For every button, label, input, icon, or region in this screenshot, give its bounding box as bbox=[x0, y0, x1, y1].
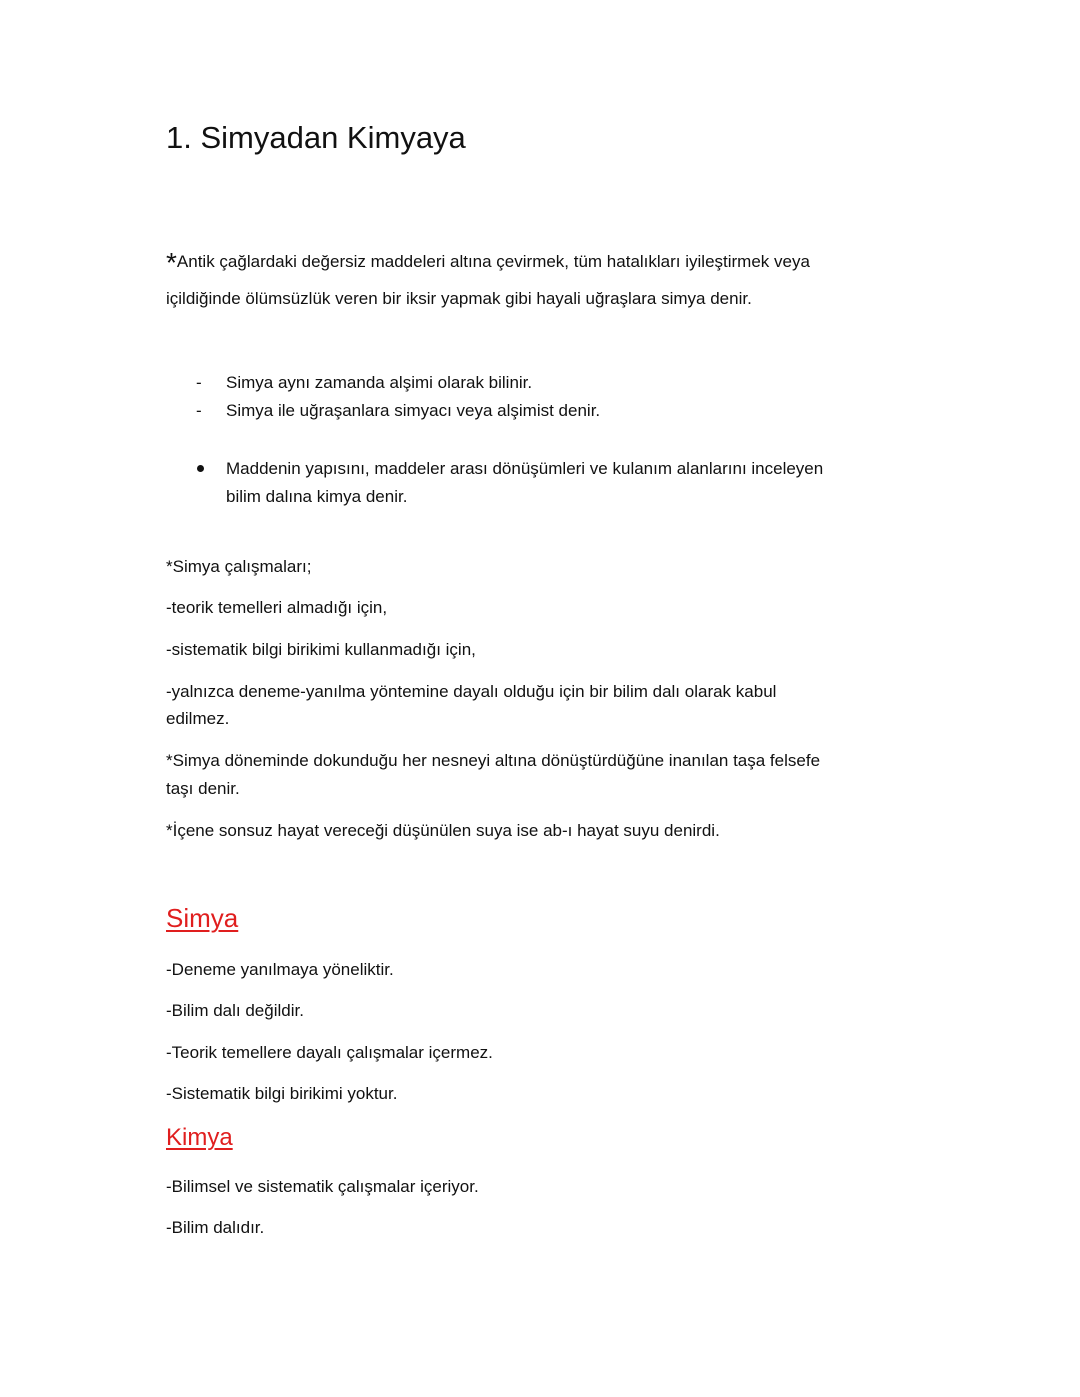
bullet-line-2: bilim dalına kimya denir. bbox=[226, 487, 408, 506]
simya-heading: Simya bbox=[166, 903, 239, 933]
simya-item: -Bilim dalı değildir. bbox=[166, 1001, 304, 1020]
page-title: 1. Simyadan Kimyaya bbox=[166, 120, 466, 155]
simya-item: -Deneme yanılmaya yöneliktir. bbox=[166, 960, 394, 979]
kimya-item: -Bilim dalıdır. bbox=[166, 1218, 265, 1237]
intro-line-1-text: Antik çağlardaki değersiz maddeleri altına çevirmek, tüm hatalıkları iyileştirmek veya bbox=[176, 252, 810, 271]
kimya-item: -Bilimsel ve sistematik çalışmalar içeriyor. bbox=[166, 1177, 479, 1196]
bullet-line-1: Maddenin yapısını, maddeler arası dönüşümleri ve kulanım alanlarını inceleyen bbox=[226, 459, 824, 478]
simya-item: -Teorik temellere dayalı çalışmalar içermez. bbox=[166, 1043, 493, 1062]
elixir-text: *İçene sonsuz hayat vereceği düşünülen suya ise ab-ı hayat suyu denirdi. bbox=[166, 821, 720, 840]
philosopher-stone-line-1: *Simya döneminde dokunduğu her nesneyi altına dönüştürdüğüne inanılan taşa felsefe bbox=[166, 751, 821, 770]
simya-item: -Sistematik bilgi birikimi yoktur. bbox=[166, 1084, 398, 1103]
studies-item: -yalnızca deneme-yanılma yöntemine dayalı olduğu için bir bilim dalı olarak kabul bbox=[166, 682, 777, 701]
intro-star: * bbox=[166, 247, 177, 278]
list-item: Simya ile uğraşanlara simyacı veya alşimist denir. bbox=[226, 401, 601, 420]
intro-line-2: içildiğinde ölümsüzlük veren bir iksir yapmak gibi hayali uğraşlara simya denir. bbox=[166, 289, 752, 308]
bullet-dot-icon bbox=[197, 465, 204, 472]
dash-marker: - bbox=[196, 401, 202, 420]
philosopher-stone-line-2: taşı denir. bbox=[166, 779, 240, 798]
list-item: Simya aynı zamanda alşimi olarak bilinir. bbox=[226, 373, 533, 392]
studies-item: -teorik temelleri almadığı için, bbox=[166, 598, 388, 617]
studies-heading: *Simya çalışmaları; bbox=[166, 557, 312, 576]
studies-item: -sistematik bilgi birikimi kullanmadığı için, bbox=[166, 640, 476, 659]
kimya-heading: Kimya bbox=[166, 1124, 233, 1151]
studies-item-continued: edilmez. bbox=[166, 709, 230, 728]
intro-line-1 bbox=[166, 248, 810, 277]
dash-marker: - bbox=[196, 373, 202, 392]
